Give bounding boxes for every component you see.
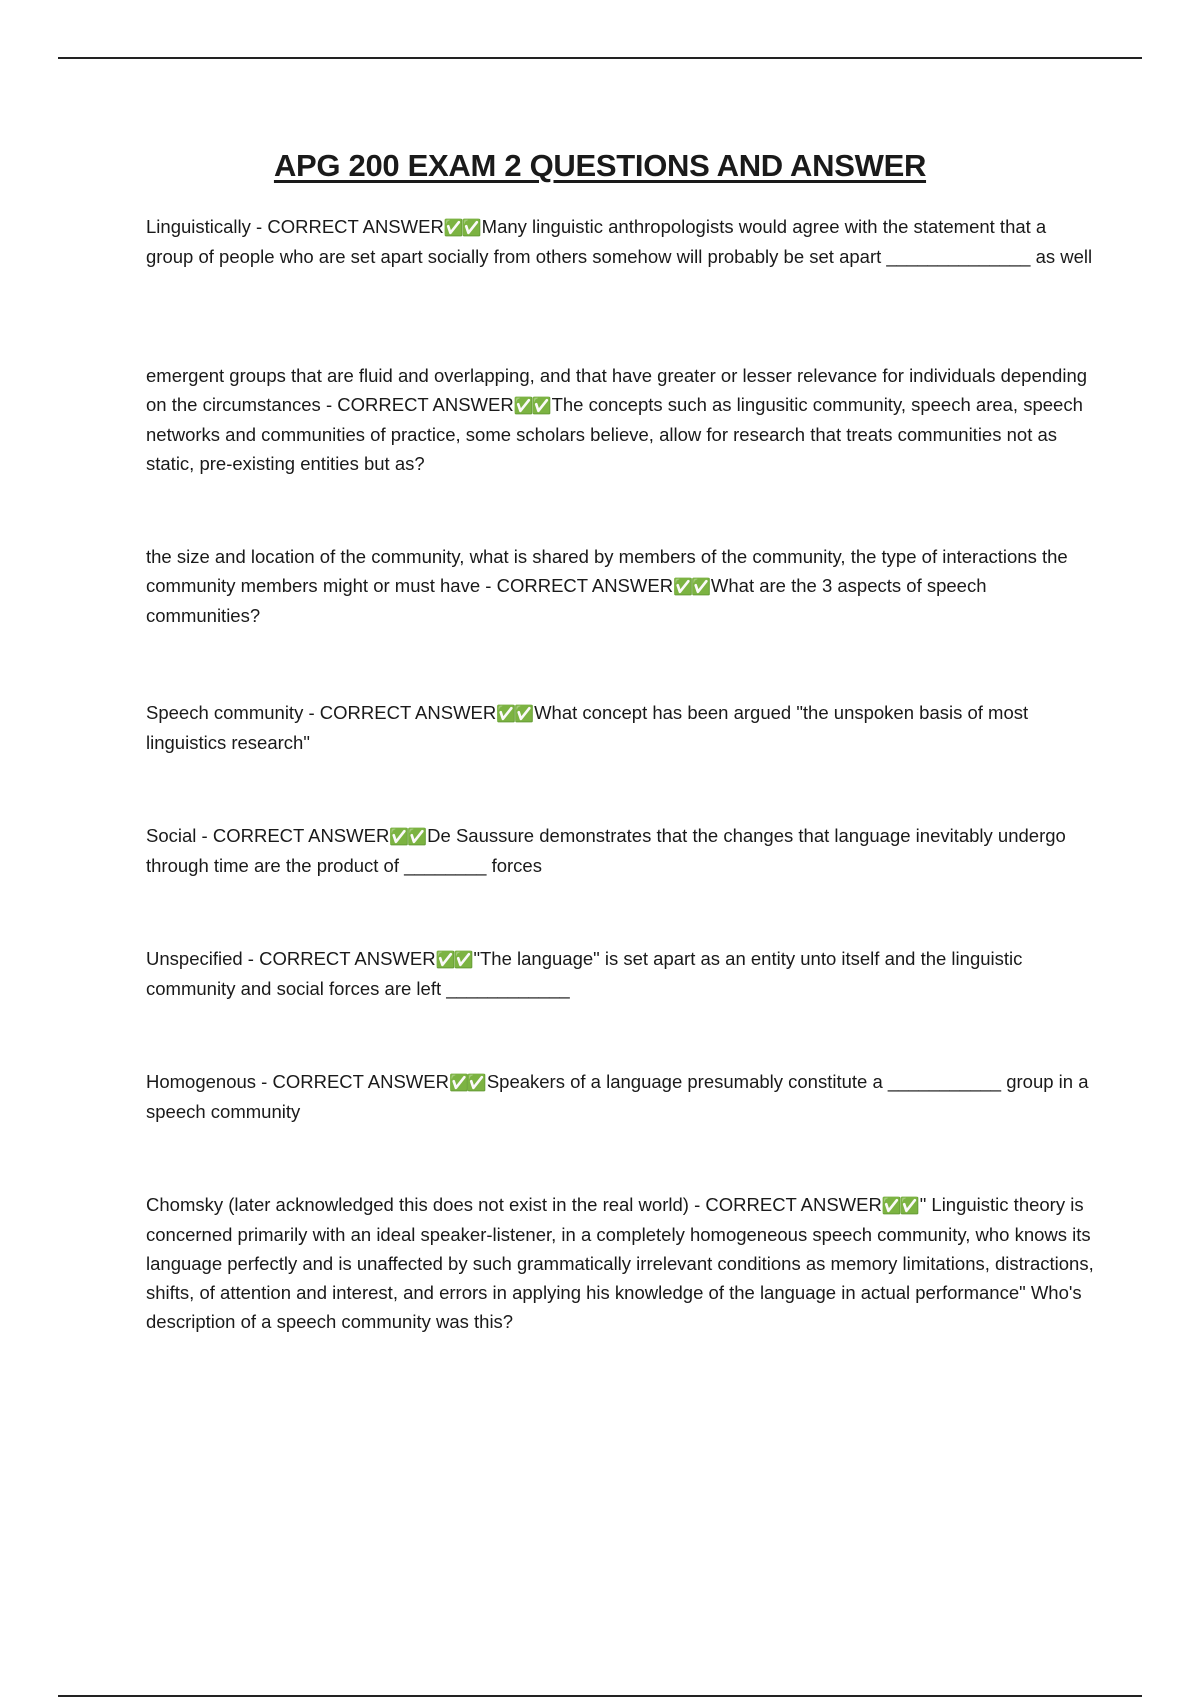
answer-text: Homogenous <box>146 1071 257 1092</box>
qa-item-2 <box>146 361 1096 478</box>
double-check-icon: ✅✅ <box>673 577 709 596</box>
answer-text: Linguistically <box>146 216 251 237</box>
answer-text: Social <box>146 825 197 846</box>
answer-text: emergent groups that are fluid and overlapping, and that have greater or lesser relevance for individuals depending on the circumstances <box>146 365 1088 415</box>
qa-item-5 <box>146 821 1096 880</box>
separator: - <box>320 394 338 415</box>
separator: - <box>480 575 497 596</box>
answer-marker: CORRECT ANSWER <box>212 825 390 846</box>
separator: - <box>250 216 268 237</box>
double-check-icon: ✅✅ <box>448 1073 485 1092</box>
answer-marker: CORRECT ANSWER <box>259 948 436 969</box>
bottom-rule <box>58 1695 1142 1697</box>
double-check-icon: ✅✅ <box>435 950 472 969</box>
separator: - <box>688 1194 706 1215</box>
double-check-icon: ✅✅ <box>443 218 480 237</box>
answer-text: the size and location of the community, what is shared by members of the community, the type of interactions the community members might or must have <box>146 546 1068 596</box>
answer-text: Speech community <box>146 702 304 723</box>
separator: - <box>196 825 213 846</box>
question-text: What are the 3 aspects of speech communities? <box>146 575 987 626</box>
answer-marker: CORRECT ANSWER <box>267 216 444 237</box>
question-text: "The language" is set apart as an entity unto itself and the linguistic community and social forces are left ____________ <box>146 948 1023 999</box>
question-text: The concepts such as lingusitic community, speech area, speech networks and communities of practice, some scholars believe, allow for research that treats communities not as static, pre-existing entities but as? <box>146 394 1083 474</box>
answer-marker: CORRECT ANSWER <box>337 394 514 415</box>
answer-marker: CORRECT ANSWER <box>319 702 497 723</box>
answer-marker: CORRECT ANSWER <box>496 575 674 596</box>
qa-item-4 <box>146 698 1096 757</box>
question-text: Many linguistic anthropologists would agree with the statement that a group of people who are set apart socially from others somehow will probably be set apart ______________ as well <box>146 216 1093 267</box>
separator: - <box>303 702 320 723</box>
double-check-icon: ✅✅ <box>881 1196 918 1215</box>
qa-item-3 <box>146 542 1096 630</box>
answer-marker: CORRECT ANSWER <box>705 1194 882 1215</box>
answer-text: Unspecified <box>146 948 243 969</box>
question-text: Speakers of a language presumably constitute a ___________ group in a speech community <box>146 1071 1089 1122</box>
question-text: What concept has been argued "the unspoken basis of most linguistics research" <box>146 702 1029 753</box>
question-text: De Saussure demonstrates that the changes that language inevitably undergo through time are the product of ________ forces <box>146 825 1066 876</box>
answer-marker: CORRECT ANSWER <box>272 1071 449 1092</box>
qa-item-6 <box>146 944 1096 1003</box>
answer-text: Chomsky (later acknowledged this does not exist in the real world) <box>146 1194 689 1215</box>
separator: - <box>242 948 260 969</box>
question-text: " Linguistic theory is concerned primarily with an ideal speaker-listener, in a completely homogeneous speech community, who knows its language perfectly and is unaffected by such grammatically irrelevant conditions as memory limitations, distractions, shifts, of attention and interest, and errors in applying his knowledge of the language in actual performance" Who's description of a speech community was this? <box>146 1194 1094 1332</box>
document-title: APG 200 EXAM 2 QUESTIONS AND ANSWER <box>273 148 927 183</box>
double-check-icon: ✅✅ <box>513 396 550 415</box>
qa-item-1 <box>146 212 1096 271</box>
double-check-icon: ✅✅ <box>496 704 533 723</box>
separator: - <box>256 1071 273 1092</box>
qa-item-8 <box>146 1190 1096 1336</box>
top-rule <box>58 57 1142 59</box>
double-check-icon: ✅✅ <box>389 827 426 846</box>
qa-item-7 <box>146 1067 1096 1126</box>
